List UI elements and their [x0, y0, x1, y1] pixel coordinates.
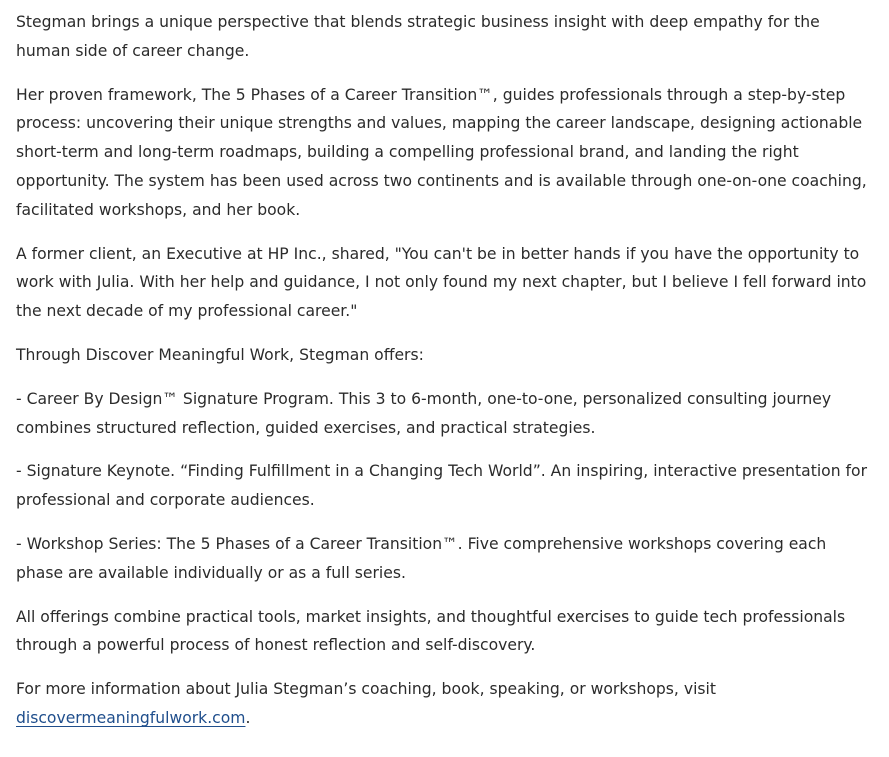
offering-workshop-series: - Workshop Series: The 5 Phases of a Career Transition™. Five comprehensive workshops covering each phase are available individually or as a full series. — [16, 534, 827, 582]
testimonial-paragraph: A former client, an Executive at HP Inc., shared, "You can't be in better hands if you have the opportunity to work with Julia. With her help and guidance, I not only found my next chapter, but I believe I fell forward into the next decade of my professional career." — [16, 244, 867, 321]
offering-signature-program: - Career By Design™ Signature Program. This 3 to 6-month, one-to-one, personalized consulting journey combines structured reflection, guided exercises, and practical strategies. — [16, 389, 832, 437]
intro-paragraph: Stegman brings a unique perspective that blends strategic business insight with deep empathy for the human side of career change. — [16, 13, 820, 60]
framework-paragraph: Her proven framework, The 5 Phases of a Career Transition™, guides professionals through a step-by-step process: uncovering their unique strengths and values, mapping the career landscape, designing actionable short-term and long-term roadmaps, building a compelling professional brand, and landing the right opportunity. The system has been used across two continents and is available through one-on-one coaching, facilitated workshops, and her book. — [16, 85, 867, 219]
offerings-intro-paragraph: Through Discover Meaningful Work, Stegman offers: — [16, 345, 424, 364]
offering-signature-keynote: - Signature Keynote. “Finding Fulfillment in a Changing Tech World”. An inspiring, interactive presentation for professional and corporate audiences. — [16, 462, 867, 510]
offerings-summary-paragraph: All offerings combine practical tools, market insights, and thoughtful exercises to guide tech professionals through a powerful process of honest reflection and self-discovery. — [16, 607, 846, 655]
more-info-text: For more information about Julia Stegman’s coaching, book, speaking, or workshops, visit — [16, 680, 716, 699]
more-info-period: . — [245, 708, 251, 727]
more-info-paragraph — [16, 675, 877, 733]
website-link[interactable]: discovermeaningfulwork.com — [16, 708, 246, 727]
